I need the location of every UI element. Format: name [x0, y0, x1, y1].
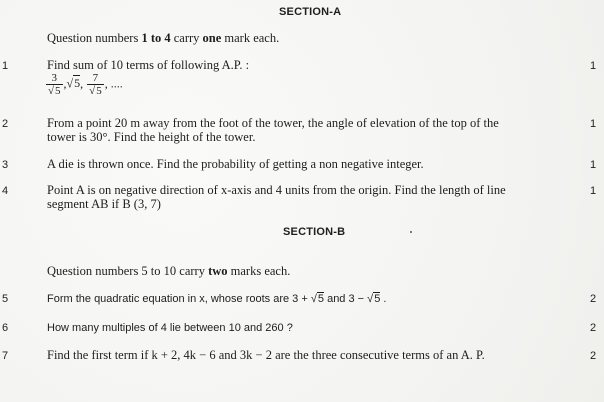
question-7-text: Find the first term if k + 2, 4k − 6 and 3k − 2 are the three consecutive terms of an A. P.: [47, 348, 485, 362]
question-4-line-2: segment AB if B (3, 7): [47, 197, 161, 211]
question-2-line-2: tower is 30°. Find the height of the tower.: [47, 130, 256, 144]
sqrt-term-2: 5: [74, 76, 81, 91]
question-2-line-1: From a point 20 m away from the foot of the tower, the angle of elevation of the top of the: [47, 116, 499, 130]
fraction-term-3: $\frac{7}{√5}$: [89, 72, 102, 97]
section-b-instructions: Question numbers 5 to 10 carry two marks each.: [47, 264, 291, 278]
question-2-marks: 1: [590, 118, 597, 130]
sqrt-root-1: 5: [317, 293, 325, 305]
sqrt-root-2: 5: [374, 293, 381, 305]
section-a-instructions: Question numbers 1 to 4 carry one mark each.: [47, 31, 280, 45]
fraction-term-1: $\frac{3}{√5}$: [48, 72, 61, 97]
question-number-5: 5: [2, 293, 9, 305]
question-3-text: A die is thrown once. Find the probability of getting a non negative integer.: [47, 157, 424, 171]
question-number-7: 7: [2, 350, 9, 362]
question-number-3: 3: [2, 159, 9, 171]
question-number-2: 2: [2, 118, 9, 130]
question-number-6: 6: [2, 322, 9, 334]
question-4-line-1: Point A is on negative direction of x-axis and 4 units from the origin. Find the length of line: [47, 183, 506, 197]
question-3-marks: 1: [590, 159, 597, 171]
question-6-marks: 2: [590, 322, 597, 334]
question-5-marks: 2: [590, 293, 597, 305]
question-7-marks: 2: [590, 350, 597, 362]
section-b-title: SECTION-B: [283, 226, 346, 238]
question-number-1: 1: [2, 60, 9, 72]
question-1-series: $\frac{3}{√5}$ ,√5, $\frac{7}{√5}$ , ....: [48, 72, 123, 97]
section-a-title: SECTION-A: [279, 6, 342, 18]
question-1-text: Find sum of 10 terms of following A.P. :: [47, 58, 250, 72]
question-6-text: How many multiples of 4 lie between 10 and 260 ?: [47, 322, 293, 334]
speck-mark: [410, 231, 412, 233]
question-number-4: 4: [2, 185, 9, 197]
question-1-marks: 1: [590, 60, 597, 72]
question-4-marks: 1: [590, 185, 597, 197]
question-5-text: Form the quadratic equation in x, whose roots are 3 + √5 and 3 − √5 .: [47, 293, 387, 305]
